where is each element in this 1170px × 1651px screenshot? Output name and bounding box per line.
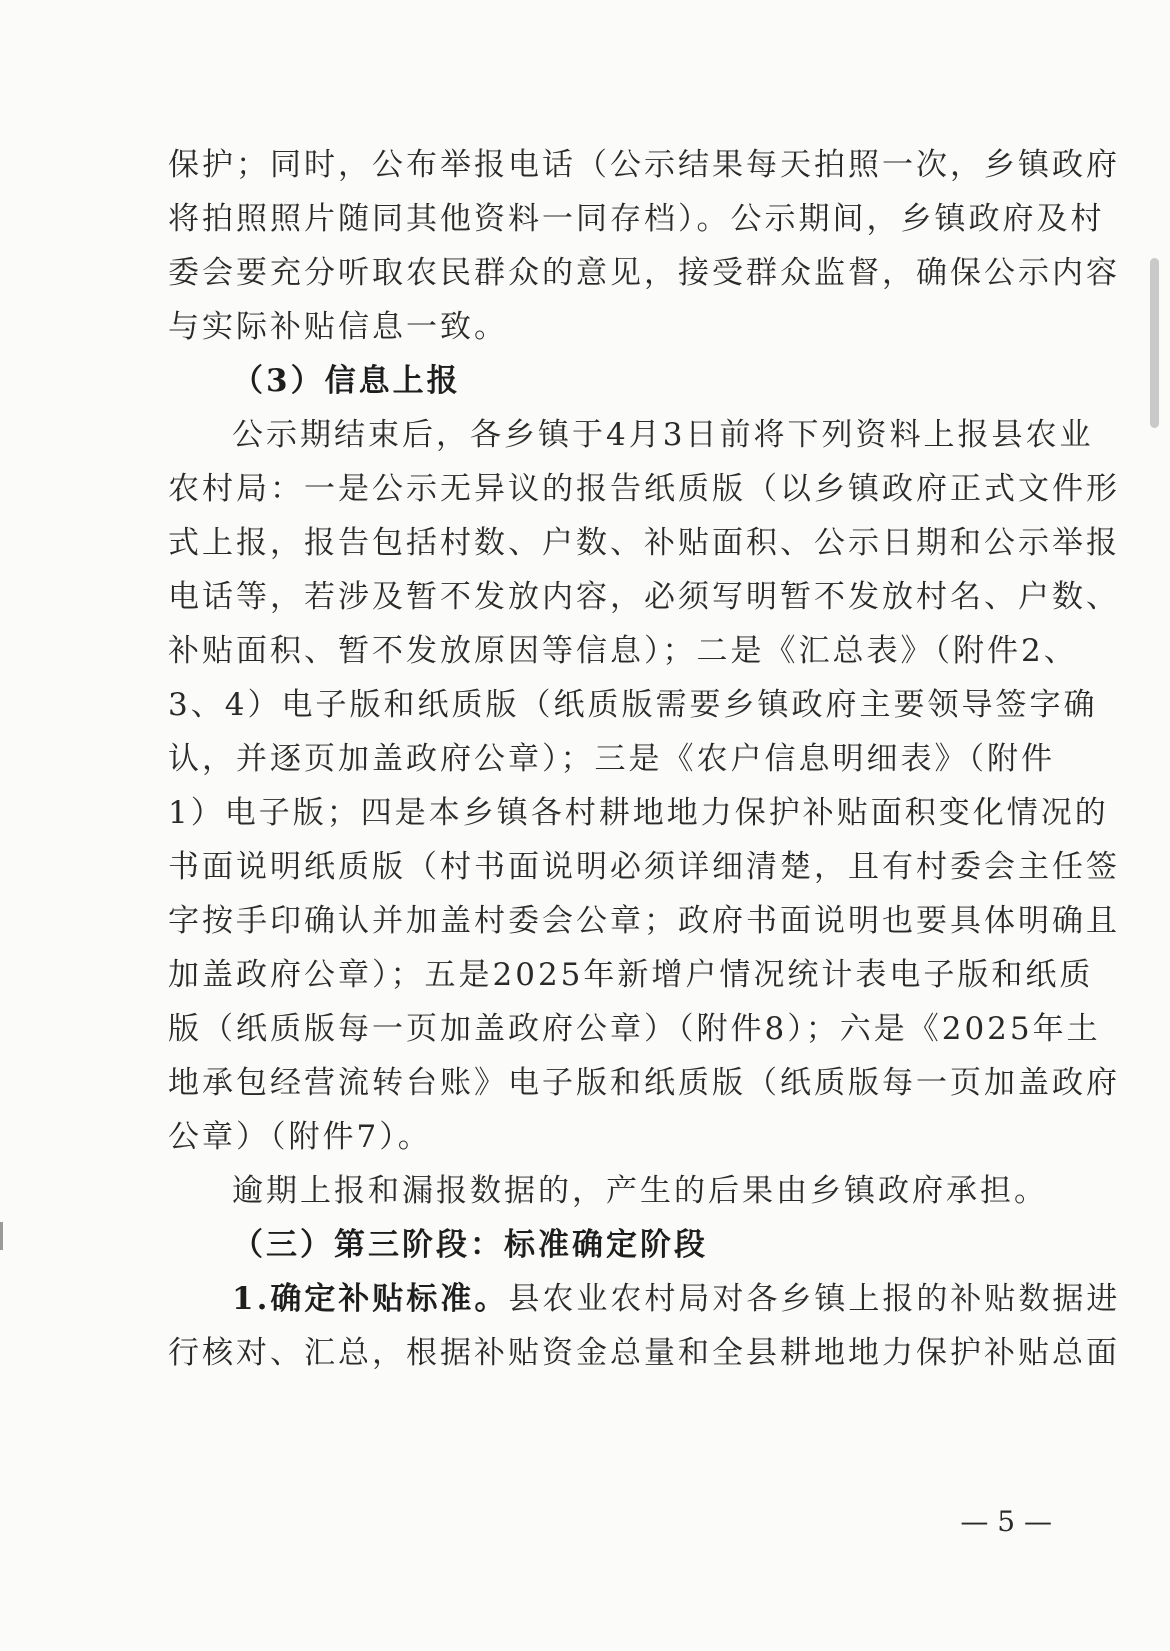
text-line: 书面说明纸质版（村书面说明必须详细清楚，且有村委会主任签 <box>168 849 1120 885</box>
text-line: 认，并逐页加盖政府公章）；三是《农户信息明细表》（附件 <box>168 741 1055 777</box>
text-line: 与实际补贴信息一致。 <box>168 309 508 345</box>
text-run: 县农业农村局对各乡镇上报的补贴数据进 <box>508 1281 1121 1317</box>
text-line: 3、4）电子版和纸质版（纸质版需要乡镇政府主要领导签字确 <box>168 687 1098 723</box>
text-line: 1）电子版；四是本乡镇各村耕地地力保护补贴面积变化情况的 <box>168 795 1109 831</box>
text-line: 补贴面积、暂不发放原因等信息）；二是《汇总表》（附件2、 <box>168 633 1078 669</box>
section-heading: （三）第三阶段：标准确定阶段 <box>232 1227 708 1263</box>
page-number: — 5 — <box>960 1505 1052 1538</box>
text-line: 将拍照照片随同其他资料一同存档）。公示期间，乡镇政府及村 <box>168 201 1105 237</box>
text-line: 式上报，报告包括村数、户数、补贴面积、公示日期和公示举报 <box>168 525 1120 561</box>
text-line: 公示期结束后，各乡镇于4月3日前将下列资料上报县农业 <box>232 417 1094 453</box>
text-line: 字按手印确认并加盖村委会公章；政府书面说明也要具体明确且 <box>168 903 1120 939</box>
text-line: 地承包经营流转台账》电子版和纸质版（纸质版每一页加盖政府 <box>168 1065 1120 1101</box>
text-line <box>232 1279 1120 1319</box>
text-line: 委会要充分听取农民群众的意见，接受群众监督，确保公示内容 <box>168 255 1120 291</box>
item-heading: 1.确定补贴标准。 <box>232 1281 509 1317</box>
scrollbar-thumb[interactable] <box>1150 258 1159 428</box>
text-line: 保护；同时，公布举报电话（公示结果每天拍照一次，乡镇政府 <box>168 147 1120 183</box>
text-line: 公章）（附件7）。 <box>168 1119 432 1155</box>
text-line: 行核对、汇总，根据补贴资金总量和全县耕地地力保护补贴总面 <box>168 1335 1120 1371</box>
edge-mark <box>0 1222 3 1250</box>
text-line: 版（纸质版每一页加盖政府公章）（附件8）；六是《2025年土 <box>168 1011 1101 1047</box>
text-line: 电话等，若涉及暂不发放内容，必须写明暂不发放村名、户数、 <box>168 579 1120 615</box>
text-line: 逾期上报和漏报数据的，产生的后果由乡镇政府承担。 <box>232 1173 1048 1209</box>
text-line: 加盖政府公章）；五是2025年新增户情况统计表电子版和纸质 <box>168 957 1094 993</box>
section-heading: （3）信息上报 <box>232 363 461 399</box>
text-line: 农村局：一是公示无异议的报告纸质版（以乡镇政府正式文件形 <box>168 471 1120 507</box>
